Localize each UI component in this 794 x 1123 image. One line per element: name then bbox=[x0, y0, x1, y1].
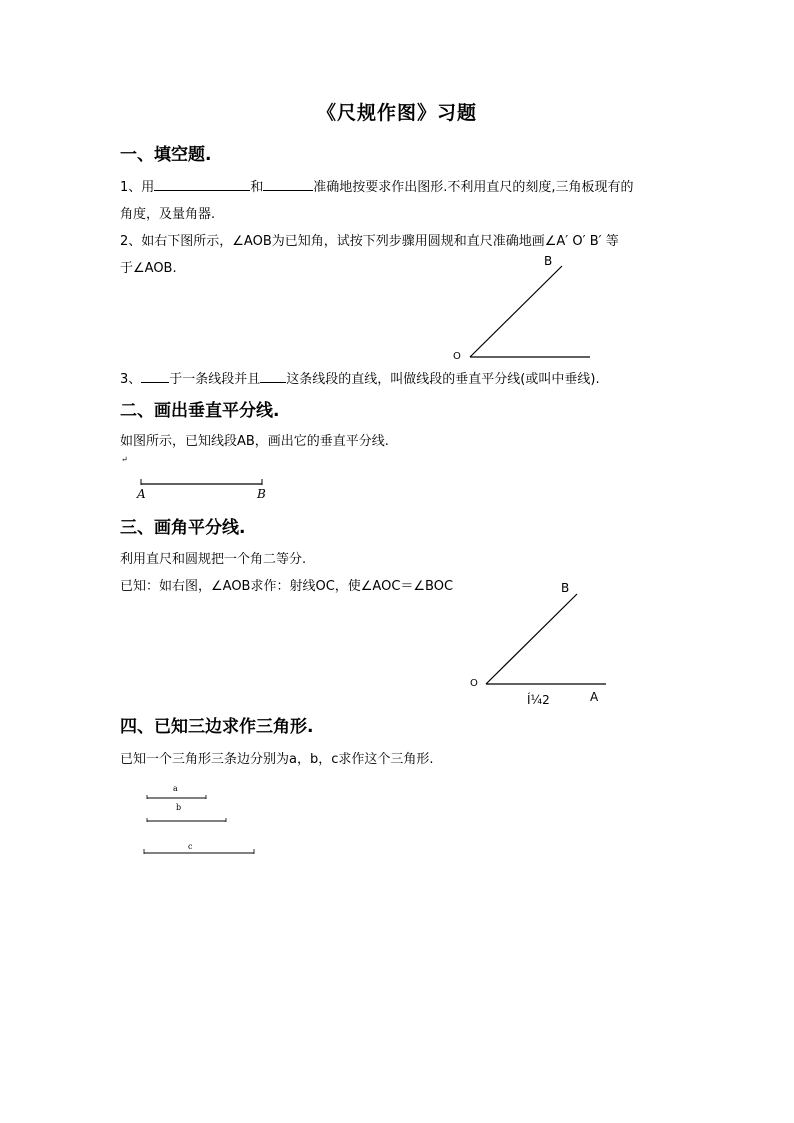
section1-heading: 一、填空题. bbox=[120, 145, 212, 165]
label-b-q2: B bbox=[544, 254, 553, 268]
segment-ab-figure bbox=[136, 479, 266, 501]
label-o-q2: O bbox=[453, 351, 461, 362]
label-seg-a: a bbox=[173, 784, 178, 793]
label-a-seg: A bbox=[137, 487, 146, 501]
q1-line2: 角度，及量角器. bbox=[120, 207, 216, 222]
section4-text: 已知一个三角形三条边分别为a，b，c求作这个三角形. bbox=[120, 752, 434, 767]
q1-tail: 准确地按要求作出图形.不利用直尺的刻度,三角板现有的 bbox=[313, 180, 634, 195]
label-b-seg: B bbox=[257, 487, 266, 501]
ray-ob-q2 bbox=[470, 266, 562, 357]
figure-caption-s3: Í¼2 bbox=[527, 693, 550, 707]
label-o-s3: O bbox=[470, 678, 478, 689]
section3-text1: 利用直尺和圆规把一个角二等分. bbox=[120, 552, 307, 567]
label-b-s3: B bbox=[561, 581, 570, 595]
q1-mid: 和 bbox=[250, 180, 264, 195]
page-title: 《尺规作图》习题 bbox=[316, 102, 477, 124]
q1-num: 1、用 bbox=[120, 180, 155, 195]
label-seg-b: b bbox=[176, 803, 182, 812]
label-a-s3: A bbox=[590, 690, 599, 704]
q2-line1: 2、如右下图所示，∠AOB为已知角，试按下列步骤用圆规和直尺准确地画∠A′ O′ B′ 等 bbox=[120, 234, 619, 249]
label-seg-c: c bbox=[188, 842, 193, 851]
q2-line2: 于∠AOB. bbox=[120, 261, 177, 276]
section2-text: 如图所示，已知线段AB，画出它的垂直平分线. bbox=[120, 434, 389, 449]
q3-part2: 于一条线段并且 bbox=[169, 372, 261, 387]
section3-heading: 三、画角平分线. bbox=[120, 518, 246, 538]
paragraph-mark: ↵ bbox=[121, 455, 128, 464]
angle-figure-s3 bbox=[470, 581, 606, 707]
ray-ob-s3 bbox=[486, 594, 577, 684]
section2-heading: 二、画出垂直平分线. bbox=[120, 401, 280, 421]
section4-heading: 四、已知三边求作三角形. bbox=[120, 717, 314, 737]
segments-abc-figure bbox=[144, 784, 254, 854]
q3-num: 3、 bbox=[120, 372, 142, 387]
angle-figure-q2 bbox=[453, 254, 590, 362]
section3-text2: 已知：如右图，∠AOB求作：射线OC，使∠AOC＝∠BOC bbox=[120, 579, 454, 594]
q3-part3: 这条线段的直线，叫做线段的垂直平分线(或叫中垂线). bbox=[286, 372, 600, 387]
